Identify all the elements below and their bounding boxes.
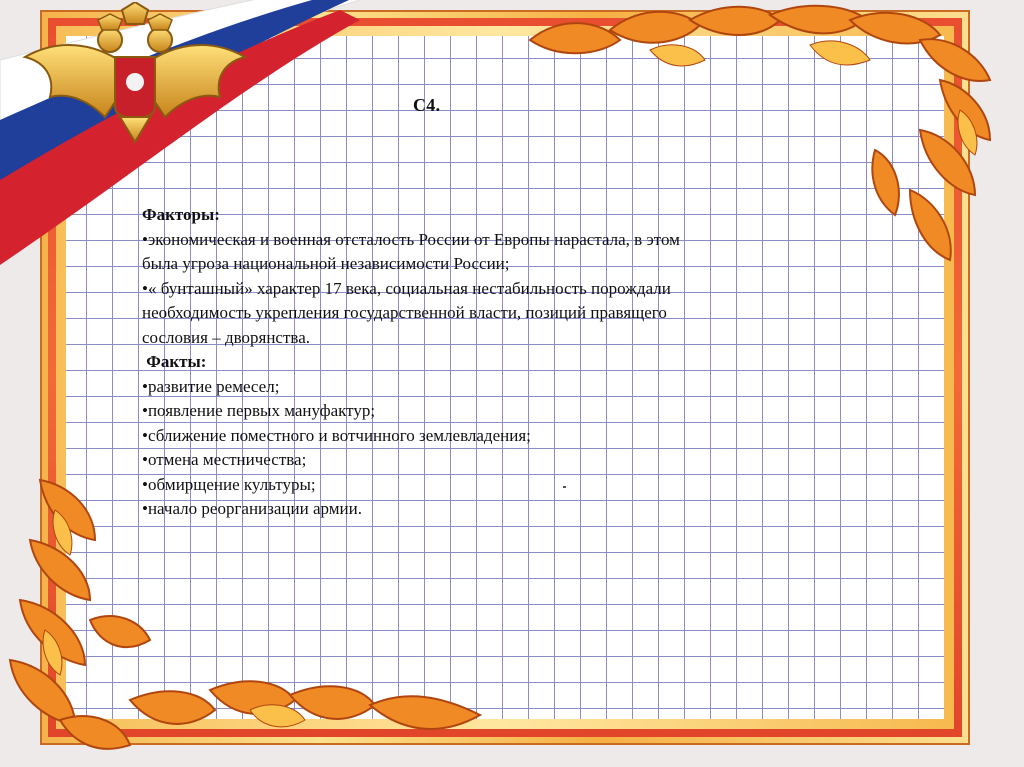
fact-line: •сближение поместного и вотчинного землевладения; [142,425,531,445]
slide-content [142,203,882,522]
fact-line: •обмирщение культуры; [142,474,316,494]
factor-line: •экономическая и военная отсталость России от Европы нарастала, в этом [142,229,680,249]
double-headed-eagle-icon [10,2,260,147]
section-title-facts: Факты: [142,352,207,371]
section-title-factors: Факторы: [142,205,220,224]
stray-mark [563,486,566,488]
fact-line: •развитие ремесел; [142,376,280,396]
factor-line: была угроза национальной независимости России; [142,254,510,273]
factor-line: •« бунташный» характер 17 века, социальная нестабильность порождали [142,278,671,298]
fact-line: •отмена местничества; [142,450,307,469]
factor-line: необходимость укрепления государственной власти, позиций правящего [142,303,667,322]
factor-line: сословия – дворянства. [142,327,310,347]
fact-line: •начало реорганизации армии. [142,499,362,518]
slide-heading: С4. [413,95,441,115]
fact-line: •появление первых мануфактур; [142,401,376,420]
